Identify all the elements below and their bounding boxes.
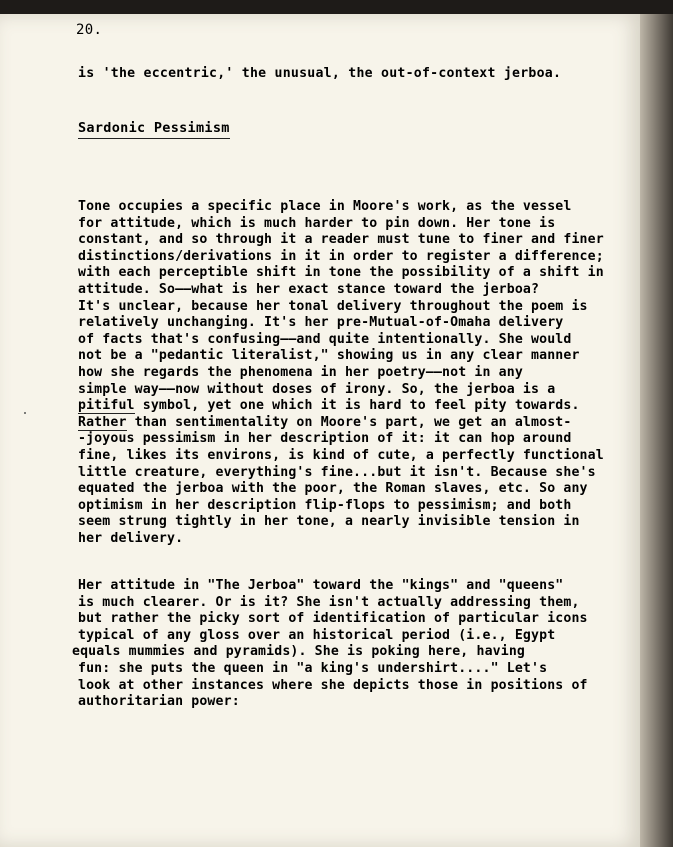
paragraph-1-line-underlined — [78, 415, 604, 432]
page-number: 20. — [76, 22, 103, 38]
book-gutter-shadow — [640, 14, 673, 847]
paragraph-1-line: little creature, everything's fine...but it isn't. Because she's — [78, 464, 596, 480]
opening-line: is 'the eccentric,' the unusual, the out-of-context jerboa. — [78, 66, 562, 81]
paragraph-1-line: of facts that's confusing——and quite intentionally. She would — [78, 331, 572, 347]
paragraph-2-line: Her attitude in "The Jerboa" toward the "kings" and "queens" — [78, 578, 564, 593]
paragraph-1-line: equated the jerboa with the poor, the Roman slaves, etc. So any — [78, 481, 588, 497]
paragraph-1-line: how she regards the phenomena in her poetry——not in any — [78, 364, 523, 380]
paragraph-1-line: not be a "pedantic literalist," showing us in any clear manner — [78, 348, 580, 364]
paragraph-1-line-underlined — [78, 398, 604, 415]
paragraph-1-line-rest: than sentimentality on Moore's part, we get an almost- — [126, 414, 572, 430]
paragraph-2-line: but rather the picky sort of identification of particular icons — [78, 611, 588, 627]
paragraph-1-line: her delivery. — [78, 530, 184, 546]
handwritten-underline-rather: Rather — [78, 414, 127, 430]
scan-speck — [24, 412, 26, 414]
paragraph-1-line: seem strung tightly in her tone, a nearly invisible tension in — [78, 514, 580, 530]
paragraph-2 — [72, 578, 588, 711]
paragraph-1-line-rest: symbol, yet one which it is hard to feel pity towards. — [134, 398, 580, 414]
paragraph-1 — [78, 199, 604, 547]
paragraph-1-line: relatively unchanging. It's her pre-Mutual-of-Omaha delivery — [78, 315, 564, 331]
paragraph-2-line: fun: she puts the queen in "a king's undershirt...." Let's — [78, 660, 548, 676]
paragraph-1-line: -joyous pessimism in her description of it: it can hop around — [78, 431, 572, 447]
paragraph-1-line: It's unclear, because her tonal delivery throughout the poem is — [78, 298, 588, 314]
paragraph-1-line: for attitude, which is much harder to pin down. Her tone is — [78, 215, 556, 231]
paragraph-2-line: authoritarian power: — [78, 694, 240, 710]
handwritten-underline-pitiful: pitiful — [78, 398, 135, 414]
paragraph-1-line: attitude. So——what is her exact stance toward the jerboa? — [78, 281, 540, 297]
scan-top-edge — [0, 0, 673, 14]
paragraph-1-line: constant, and so through it a reader must tune to finer and finer — [78, 232, 604, 248]
paragraph-2-line: is much clearer. Or is it? She isn't actually addressing them, — [78, 594, 580, 610]
paragraph-2-line: typical of any gloss over an historical period (i.e., Egypt — [78, 627, 556, 643]
paragraph-1-line: with each perceptible shift in tone the possibility of a shift in — [78, 265, 604, 281]
paragraph-1-line: Tone occupies a specific place in Moore's work, as the vessel — [78, 199, 572, 214]
section-heading: Sardonic Pessimism — [78, 120, 230, 139]
paragraph-2-line: look at other instances where she depicts those in positions of — [78, 677, 588, 693]
paragraph-1-line: fine, likes its environs, is kind of cute, a perfectly functional — [78, 447, 604, 463]
paragraph-1-line: optimism in her description flip-flops to pessimism; and both — [78, 497, 572, 513]
paragraph-2-line: equals mummies and pyramids). She is poking here, having — [72, 644, 526, 660]
paragraph-1-line: distinctions/derivations in it in order to register a difference; — [78, 248, 604, 264]
paragraph-1-line: simple way——now without doses of irony. So, the jerboa is a — [78, 381, 556, 397]
